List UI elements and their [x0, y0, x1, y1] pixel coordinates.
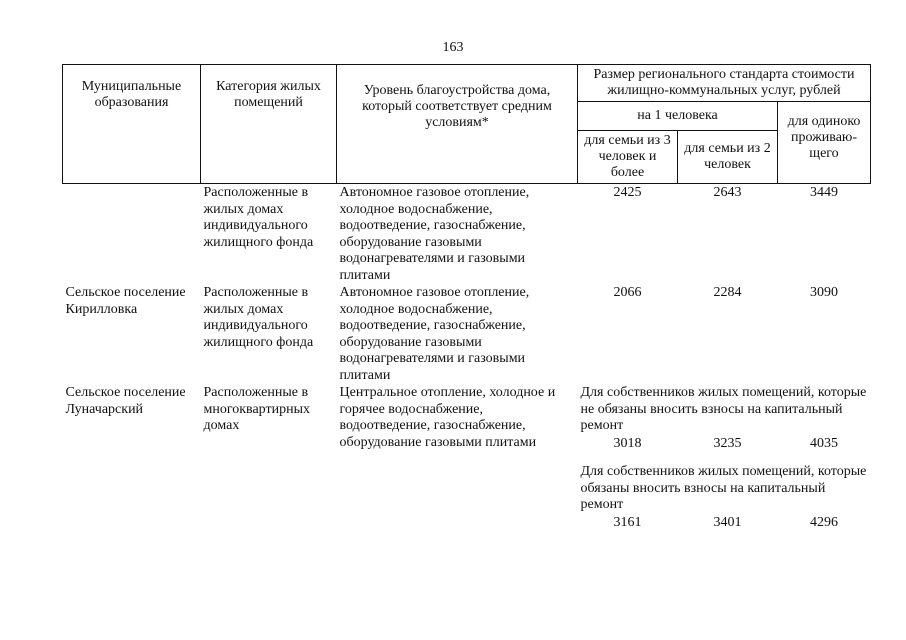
page-number: 163	[442, 40, 464, 55]
regional-standard-table	[62, 64, 871, 531]
cell-category: Расположенные в многоквартирных домах	[203, 385, 311, 433]
cell-family2-value: 3401	[713, 514, 742, 530]
spacer-cell	[578, 452, 871, 463]
cell-municipality: Сельское поселение Кирилловка	[65, 285, 186, 317]
cell-level: Центральное отопление, холодное и горячее водоснабжение, водоотведение, газоснабжение, оборудование газовыми плитами	[339, 385, 556, 450]
cell-category: Расположенные в жилых домах индивидуального жилищного фонда	[203, 285, 314, 350]
cell-family3-value: 2066	[613, 285, 642, 300]
table-row	[63, 184, 871, 285]
cell-single-value: 4296	[810, 514, 838, 530]
header-level: Уровень благоустройства дома, который соответствует средним условиям*	[337, 65, 578, 184]
table-row	[63, 384, 871, 435]
header-family3: для семьи из 3 человек и более	[578, 131, 678, 184]
cell-family3-value: 3018	[613, 435, 642, 451]
cell-family3-value: 2425	[613, 185, 642, 200]
header-per-person: на 1 человека	[578, 102, 778, 131]
cell-family2-value: 2284	[713, 285, 742, 300]
header-municipality: Муниципальные образования	[63, 65, 201, 184]
cell-owner-note-no-repair-fee: Для собственников жилых помещений, которые не обязаны вносить взносы на капитальный ремонт	[580, 385, 867, 433]
cell-municipality: Сельское поселение Луначарский	[65, 385, 186, 417]
cell-single-value: 3449	[810, 185, 838, 200]
cell-owner-note-repair-fee: Для собственников жилых помещений, которые обязаны вносить взносы на капитальный ремонт	[580, 464, 867, 512]
cell-single-value: 4035	[810, 435, 838, 451]
table-row	[63, 284, 871, 384]
cell-family3-value: 3161	[613, 514, 642, 530]
cell-family2-value: 2643	[713, 185, 742, 200]
header-family2: для семьи из 2 человек	[678, 131, 778, 184]
cell-level: Автономное газовое отопление, холодное водоснабжение, водоотведение, газоснабжение, оборудование газовыми водонагревателями и газовыми плитами	[339, 185, 530, 283]
cell-level: Автономное газовое отопление, холодное водоснабжение, водоотведение, газоснабжение, оборудование газовыми водонагревателями и газовыми плитами	[339, 285, 530, 383]
cell-family2-value: 3235	[713, 435, 742, 451]
header-category: Категория жилых помещений	[201, 65, 337, 184]
cell-municipality	[63, 184, 201, 285]
header-single: для одиноко проживаю-щего	[778, 102, 871, 184]
cell-category: Расположенные в жилых домах индивидуального жилищного фонда	[203, 185, 314, 250]
header-row-1	[63, 65, 871, 102]
cell-single-value: 3090	[810, 285, 838, 300]
header-standard: Размер регионального стандарта стоимости жилищно-коммунальных услуг, рублей	[578, 65, 871, 102]
